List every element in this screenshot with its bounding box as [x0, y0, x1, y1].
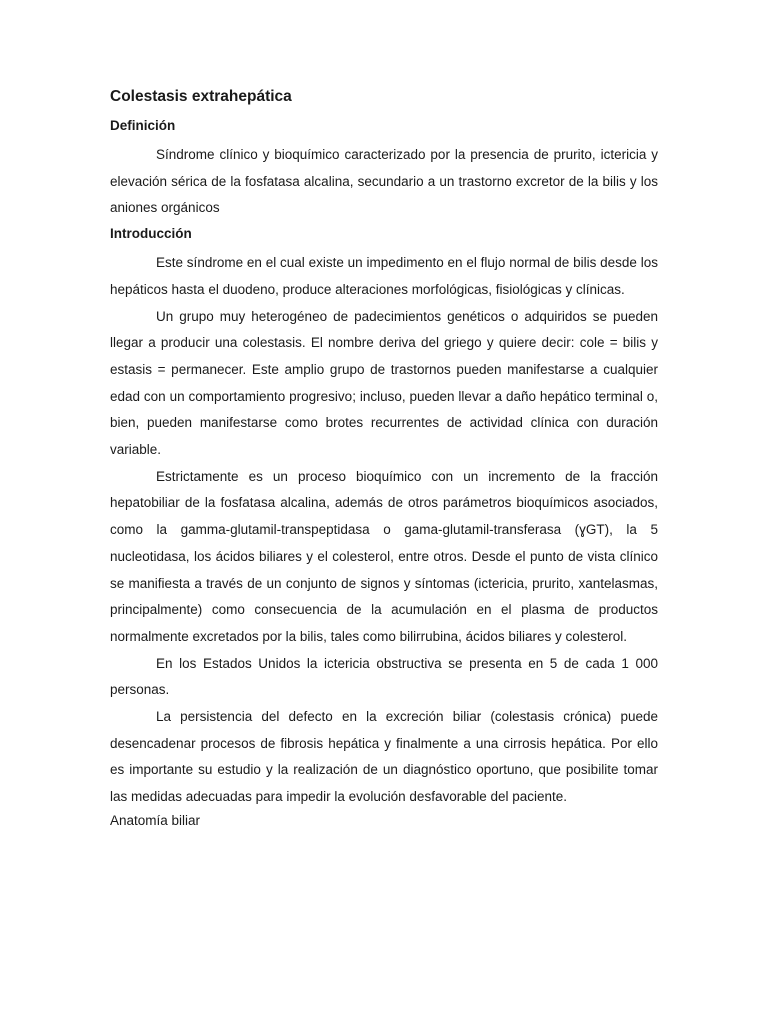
document-title: Colestasis extrahepática	[110, 88, 292, 105]
anatomy-heading: Anatomía biliar	[110, 812, 201, 828]
introduction-paragraph-2: Un grupo muy heterogéneo de padecimientos genéticos o adquiridos se pueden llegar a producir una colestasis. El nombre deriva del griego y quiere decir: cole = bilis y estasis = permanecer. Este amplio grupo de trastornos pueden manifestarse a cualquier edad con un comportamiento progresivo; incluso, pueden llevar a daño hepático terminal o, bien, pueden manifestarse como brotes recurrentes de actividad clínica con duración variable.	[110, 308, 658, 458]
introduction-section	[110, 224, 658, 811]
introduction-heading: Introducción	[110, 226, 192, 242]
introduction-paragraph-1: Este síndrome en el cual existe un impedimento en el flujo normal de bilis desde los hepáticos hasta el duodeno, produce alteraciones morfológicas, fisiológicas y clínicas.	[110, 255, 658, 297]
definition-section	[110, 116, 658, 222]
introduction-paragraph-5: La persistencia del defecto en la excreción biliar (colestasis crónica) puede desencadenar procesos de fibrosis hepática y finalmente a una cirrosis hepática. Por ello es importante su estudio y la realización de un diagnóstico oportuno, que posibilite tomar las medidas adecuadas para impedir la evolución desfavorable del paciente.	[110, 709, 658, 805]
anatomy-section	[110, 811, 658, 831]
definition-heading: Definición	[110, 118, 176, 133]
introduction-paragraph-3: Estrictamente es un proceso bioquímico con un incremento de la fracción hepatobiliar de la fosfatasa alcalina, además de otros parámetros bioquímicos asociados, como la gamma-glutamil-transpeptidasa o gama-glutamil-transferasa (ɣGT), la 5 nucleotidasa, los ácidos biliares y el colesterol, entre otros. Desde el punto de vista clínico se manifiesta a través de un conjunto de signos y síntomas (ictericia, prurito, xantelasmas, principalmente) como consecuencia de la acumulación en el plasma de productos normalmente excretados por la bilis, tales como bilirrubina, ácidos biliares y colesterol.	[110, 468, 658, 644]
definition-paragraph: Síndrome clínico y bioquímico caracterizado por la presencia de prurito, ictericia y elevación sérica de la fosfatasa alcalina, secundario a un trastorno excretor de la bilis y los aniones orgánicos	[110, 147, 658, 216]
document-body	[110, 86, 658, 837]
introduction-paragraph-4: En los Estados Unidos la ictericia obstructiva se presenta en 5 de cada 1 000 personas.	[110, 655, 658, 698]
